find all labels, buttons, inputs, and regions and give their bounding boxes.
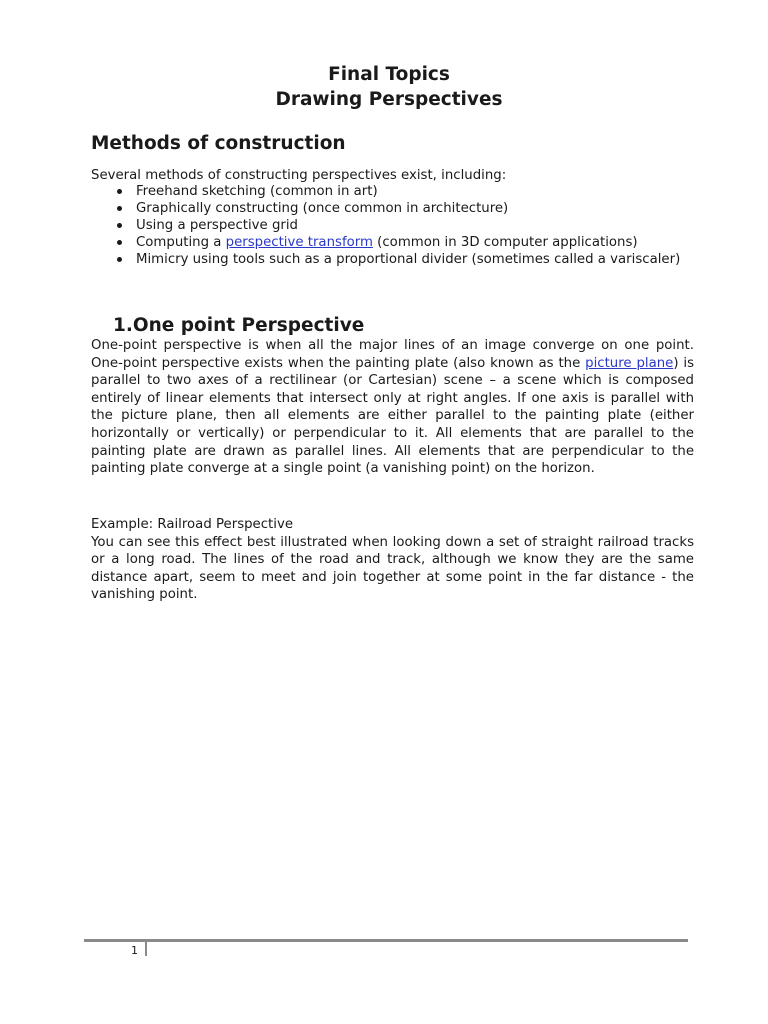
example-block — [91, 516, 694, 604]
methods-heading: Methods of construction — [91, 133, 346, 154]
example-title: Example: Railroad Perspective — [91, 517, 294, 532]
perspective-transform-link[interactable]: perspective transform — [225, 235, 373, 250]
title-line-2: Drawing Perspectives — [275, 89, 503, 110]
list-item-text-before: Computing a — [136, 235, 226, 250]
paragraph-text-before: One-point perspective is when all the major lines of an image converge on one point. One-point perspective exists when the painting plate (also known as the — [91, 338, 694, 371]
document-title — [0, 62, 768, 112]
picture-plane-link[interactable]: picture plane — [585, 355, 674, 371]
list-item-text: Graphically constructing (once common in architecture) — [136, 201, 509, 216]
list-item — [91, 234, 691, 251]
bullet-icon — [117, 206, 122, 211]
list-item — [91, 217, 691, 234]
title-line-1: Final Topics — [328, 64, 450, 85]
one-point-paragraph — [91, 337, 694, 478]
one-point-heading: 1.One point Perspective — [113, 315, 365, 336]
list-item — [91, 251, 691, 268]
bullet-icon — [117, 240, 122, 245]
list-item-text: Using a perspective grid — [136, 218, 298, 233]
list-item-text-after: (common in 3D computer applications) — [372, 235, 638, 250]
list-item-text: Freehand sketching (common in art) — [136, 184, 378, 199]
paragraph-text-after: ) is parallel to two axes of a rectilinear (or Cartesian) scene – a scene which is composed entirely of linear elements that intersect only at right angles. If one axis is parallel with the picture plane, then all elements are either parallel to the painting plate (either horizontally or vertically) or perpendicular to it. All elements that are parallel to the painting plate are drawn as parallel lines. All elements that are perpendicular to the painting plate converge at a single point (a vanishing point) on the horizon. — [91, 355, 695, 477]
list-item — [91, 200, 691, 217]
list-item — [91, 183, 691, 200]
bullet-icon — [117, 257, 122, 262]
bullet-icon — [117, 189, 122, 194]
list-item-text: Mimicry using tools such as a proportional divider (sometimes called a variscaler) — [136, 252, 681, 267]
page-number: 1 — [131, 944, 138, 957]
page-number-divider — [145, 941, 147, 956]
methods-intro: Several methods of constructing perspectives exist, including: — [91, 168, 507, 183]
example-text: You can see this effect best illustrated when looking down a set of straight railroad tracks or a long road. The lines of the road and track, although we know they are the same distance apart, seem to meet and join together at some point in the far distance - the vanishing point. — [91, 534, 694, 603]
methods-list — [91, 183, 691, 268]
footer-rule — [84, 939, 688, 942]
bullet-icon — [117, 223, 122, 228]
